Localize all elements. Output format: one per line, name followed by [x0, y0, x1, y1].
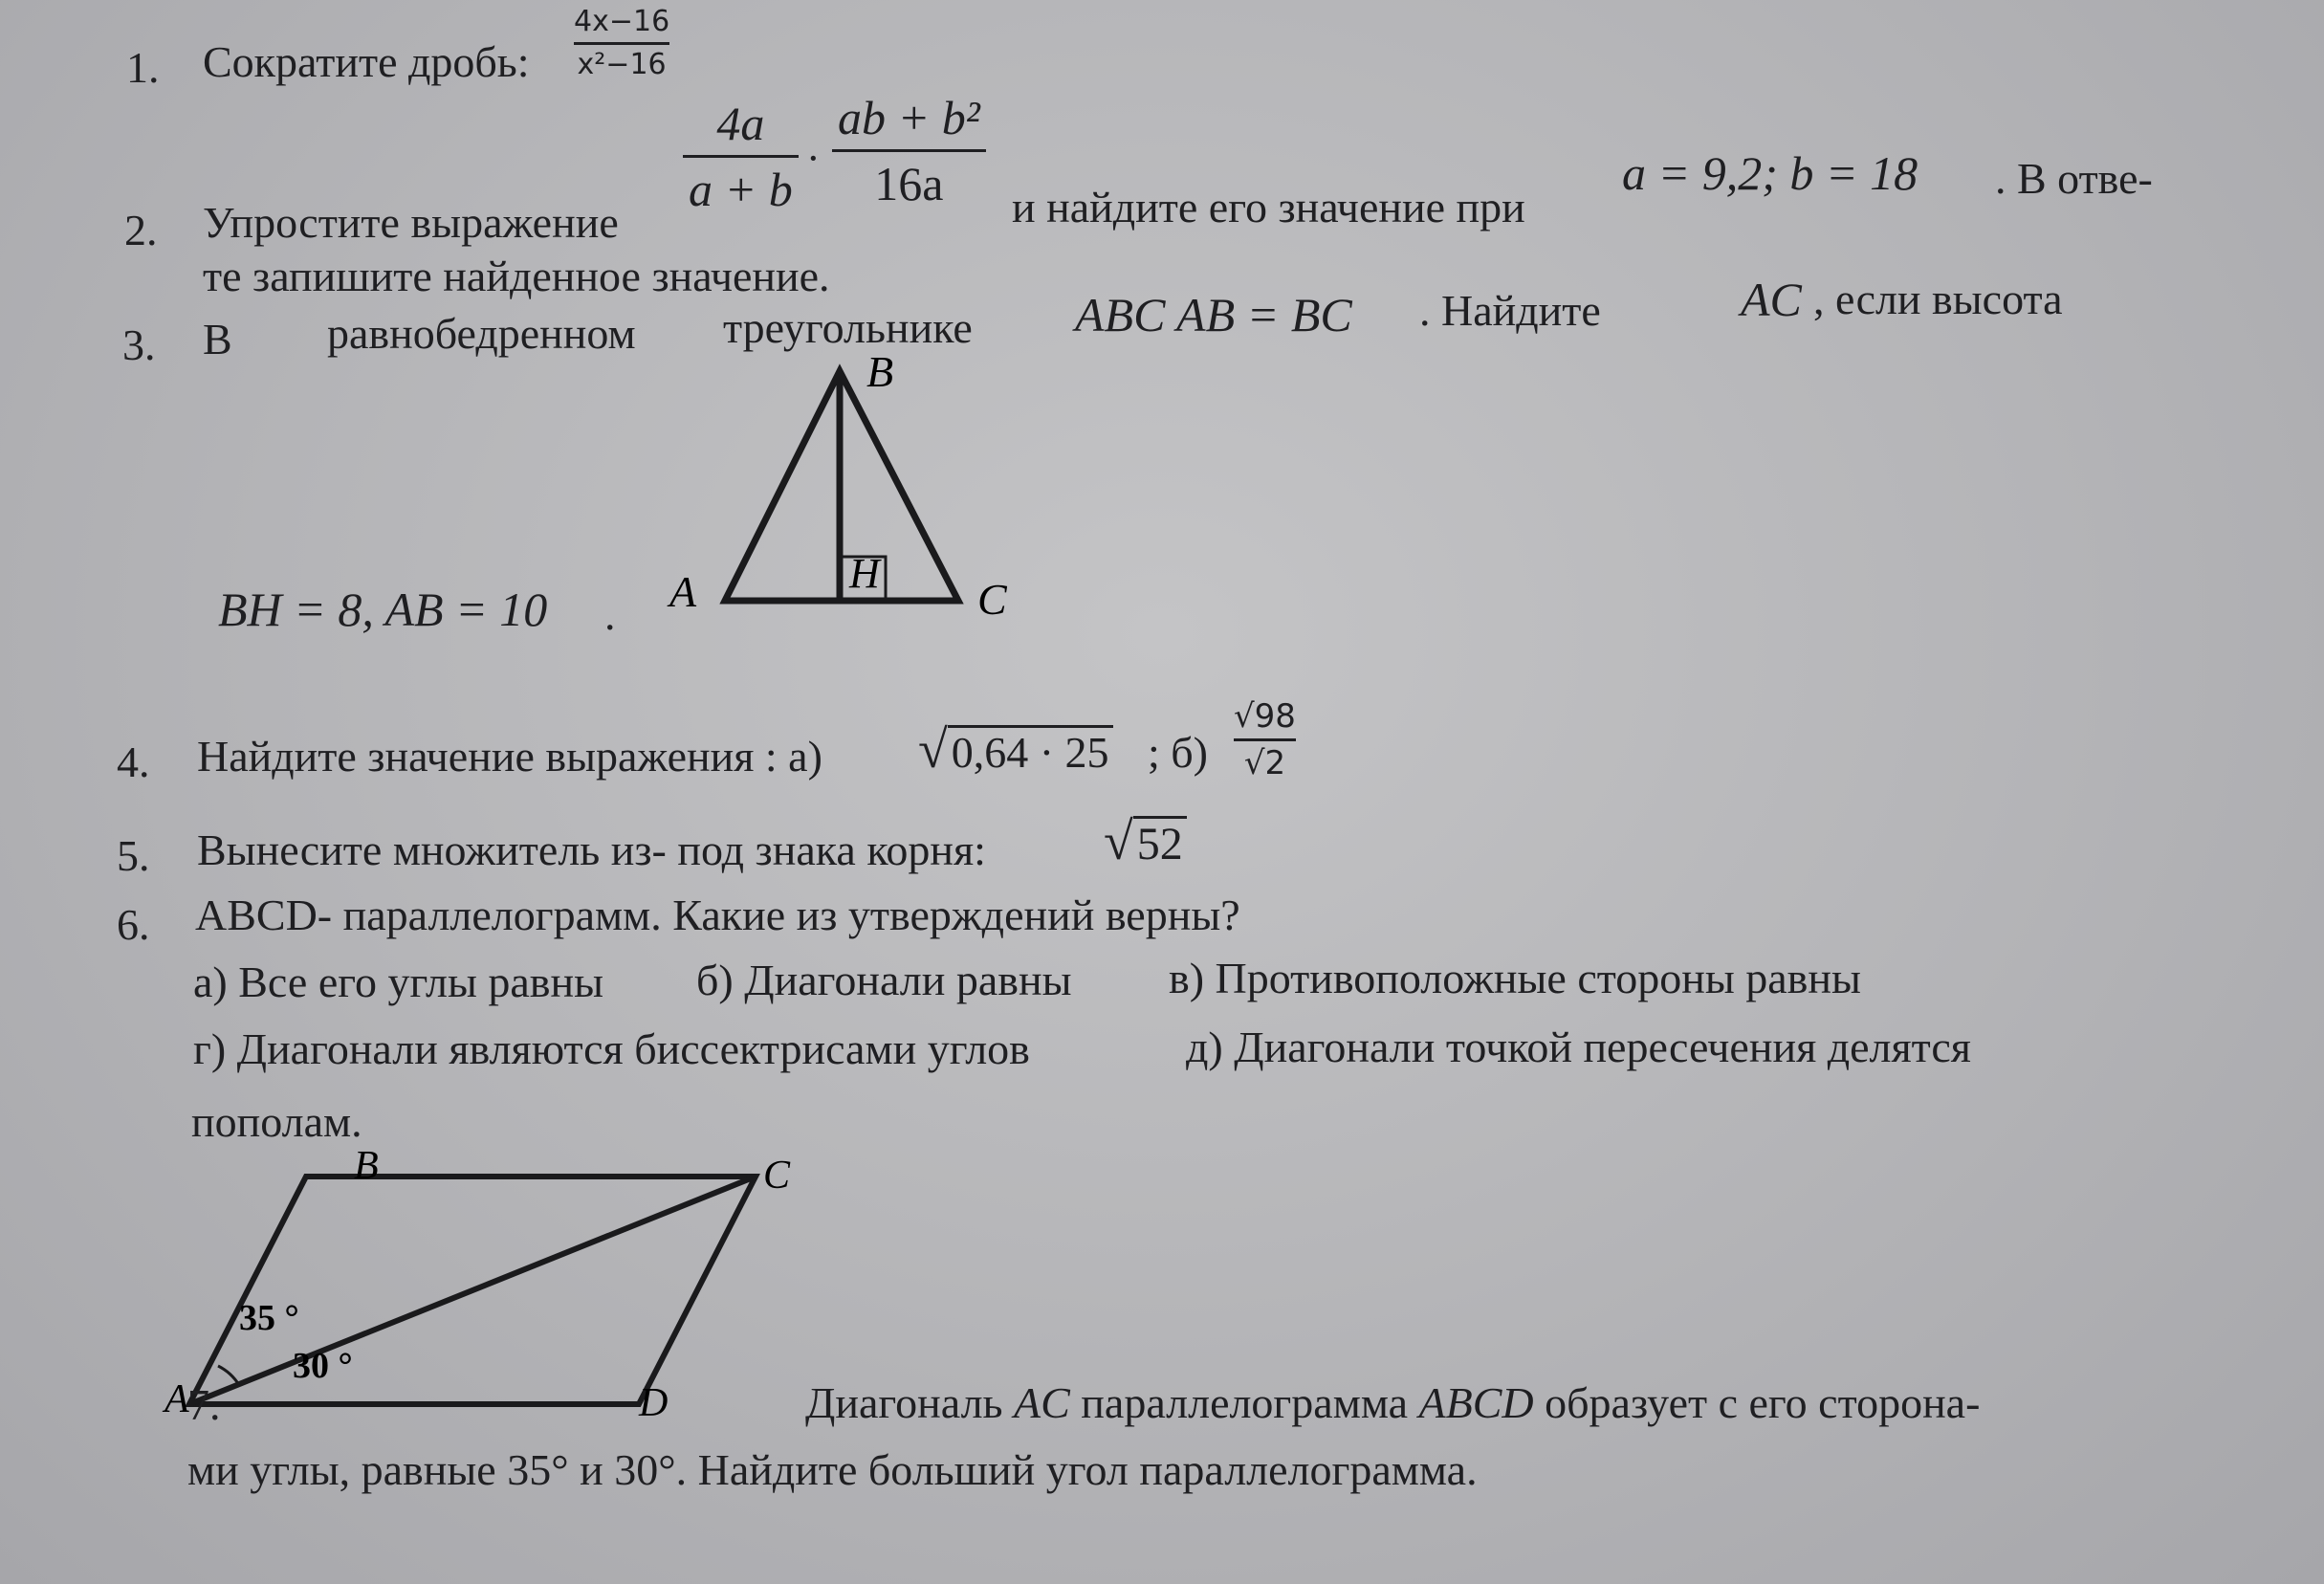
- parallelogram-figure: [164, 1138, 842, 1444]
- q7-number: 7.: [187, 1380, 221, 1429]
- diagonal-ac: [189, 1177, 756, 1404]
- vertex-label-c: C: [977, 575, 1007, 624]
- q3-word-7: , если высота: [1813, 275, 2063, 323]
- q3-ac: AC: [1741, 273, 1802, 326]
- q3-triangle-def: ABC AB = BC: [1075, 288, 1352, 341]
- q2-multiply-dot: ·: [806, 135, 821, 182]
- q6-option-c: в) Противоположные стороны равны: [1169, 954, 1861, 1002]
- q4-root-a-radicand: 0,64 · 25: [948, 725, 1113, 777]
- q3-word-1: В: [203, 315, 232, 363]
- q5-text: Вынесите множитель из- под знака корня:: [197, 825, 986, 874]
- q2-line-2: те запишите найденное значение.: [203, 252, 830, 300]
- q5-root: [1104, 811, 1187, 872]
- triangle-figure: [650, 347, 1052, 631]
- q2-text: Упростите выражение: [203, 198, 619, 247]
- q3-word-2: равнобедренном: [327, 309, 636, 358]
- q5-number: 5.: [117, 831, 150, 880]
- angle-label-35: 35 °: [239, 1298, 299, 1338]
- q2-fraction-2: [832, 91, 986, 210]
- q4-fraction-denominator: √2: [1243, 744, 1286, 782]
- q4-text-b: ; б): [1148, 728, 1209, 777]
- q1-fraction-numerator: 4x−16: [574, 5, 670, 38]
- q7-text-1c: параллелограмма: [1069, 1378, 1419, 1427]
- angle-arc: [218, 1366, 239, 1385]
- q2-fraction-1: [683, 97, 799, 216]
- q7-text-1a: Диагональ: [805, 1378, 1015, 1427]
- q2-condition: a = 9,2; b = 18: [1622, 146, 1918, 200]
- sqrt-sign-icon: √: [918, 720, 948, 780]
- q2-number: 2.: [124, 206, 158, 254]
- q3-word-3: треугольнике: [723, 303, 973, 352]
- q5-radicand: 52: [1133, 816, 1187, 869]
- q6-option-e-line-2: пополам.: [191, 1097, 362, 1146]
- sqrt-sign-icon: √: [1104, 812, 1133, 871]
- q1-number: 1.: [126, 43, 160, 92]
- vertex-label-a: A: [164, 1377, 189, 1421]
- vertex-label-b: B: [866, 347, 894, 396]
- q6-option-e: д) Диагонали точкой пересечения делятся: [1186, 1023, 1971, 1071]
- q3-given: BH = 8, AB = 10: [218, 583, 548, 636]
- q2-f1-numerator: 4a: [716, 97, 765, 150]
- q2-f2-numerator: ab + b²: [838, 91, 980, 144]
- q6-text: ABCD- параллелограмм. Какие из утверждений верны?: [195, 891, 1240, 939]
- q1-text: Сократите дробь:: [203, 37, 530, 86]
- q3-number: 3.: [122, 320, 156, 369]
- q2-f1-denominator: a + b: [689, 163, 793, 216]
- vertex-label-a: A: [669, 567, 697, 616]
- q3-word-5: . Найдите: [1419, 286, 1601, 335]
- q6-number: 6.: [117, 900, 150, 949]
- vertex-label-c: C: [763, 1154, 791, 1198]
- q7-text-line-2: ми углы, равные 35° и 30°. Найдите больший угол параллелограмма.: [187, 1445, 1478, 1494]
- q1-fraction: [574, 5, 670, 81]
- q2-f2-denominator: 16a: [874, 157, 944, 210]
- vertex-label-b: B: [354, 1144, 379, 1188]
- q7-text-ac: AC: [1014, 1378, 1070, 1427]
- q6-option-d: г) Диагонали являются биссектрисами углов: [193, 1024, 1030, 1073]
- q7-text-1e: образует с его сторона-: [1533, 1378, 1981, 1427]
- q3-given-end: .: [604, 590, 616, 639]
- vertex-label-d: D: [639, 1381, 669, 1425]
- q1-fraction-denominator: x²−16: [577, 48, 667, 81]
- q4-root-a: [918, 719, 1113, 781]
- angle-label-30: 30 °: [293, 1346, 353, 1386]
- q4-fraction-numerator: √98: [1234, 697, 1296, 736]
- q4-number: 4.: [117, 737, 150, 786]
- q2-text-2: и найдите его значение при: [1012, 183, 1525, 231]
- q4-text: Найдите значение выражения : а): [197, 732, 822, 781]
- q6-option-b: б) Диагонали равны: [696, 956, 1072, 1004]
- q7-text-abcd: ABCD: [1418, 1378, 1534, 1427]
- vertex-label-h: H: [849, 550, 880, 597]
- q7-text-line-1: [805, 1377, 1980, 1428]
- q2-text-3: . В отве-: [1995, 154, 2153, 203]
- q4-fraction-b: [1234, 697, 1296, 782]
- q6-option-a: а) Все его углы равны: [193, 957, 604, 1006]
